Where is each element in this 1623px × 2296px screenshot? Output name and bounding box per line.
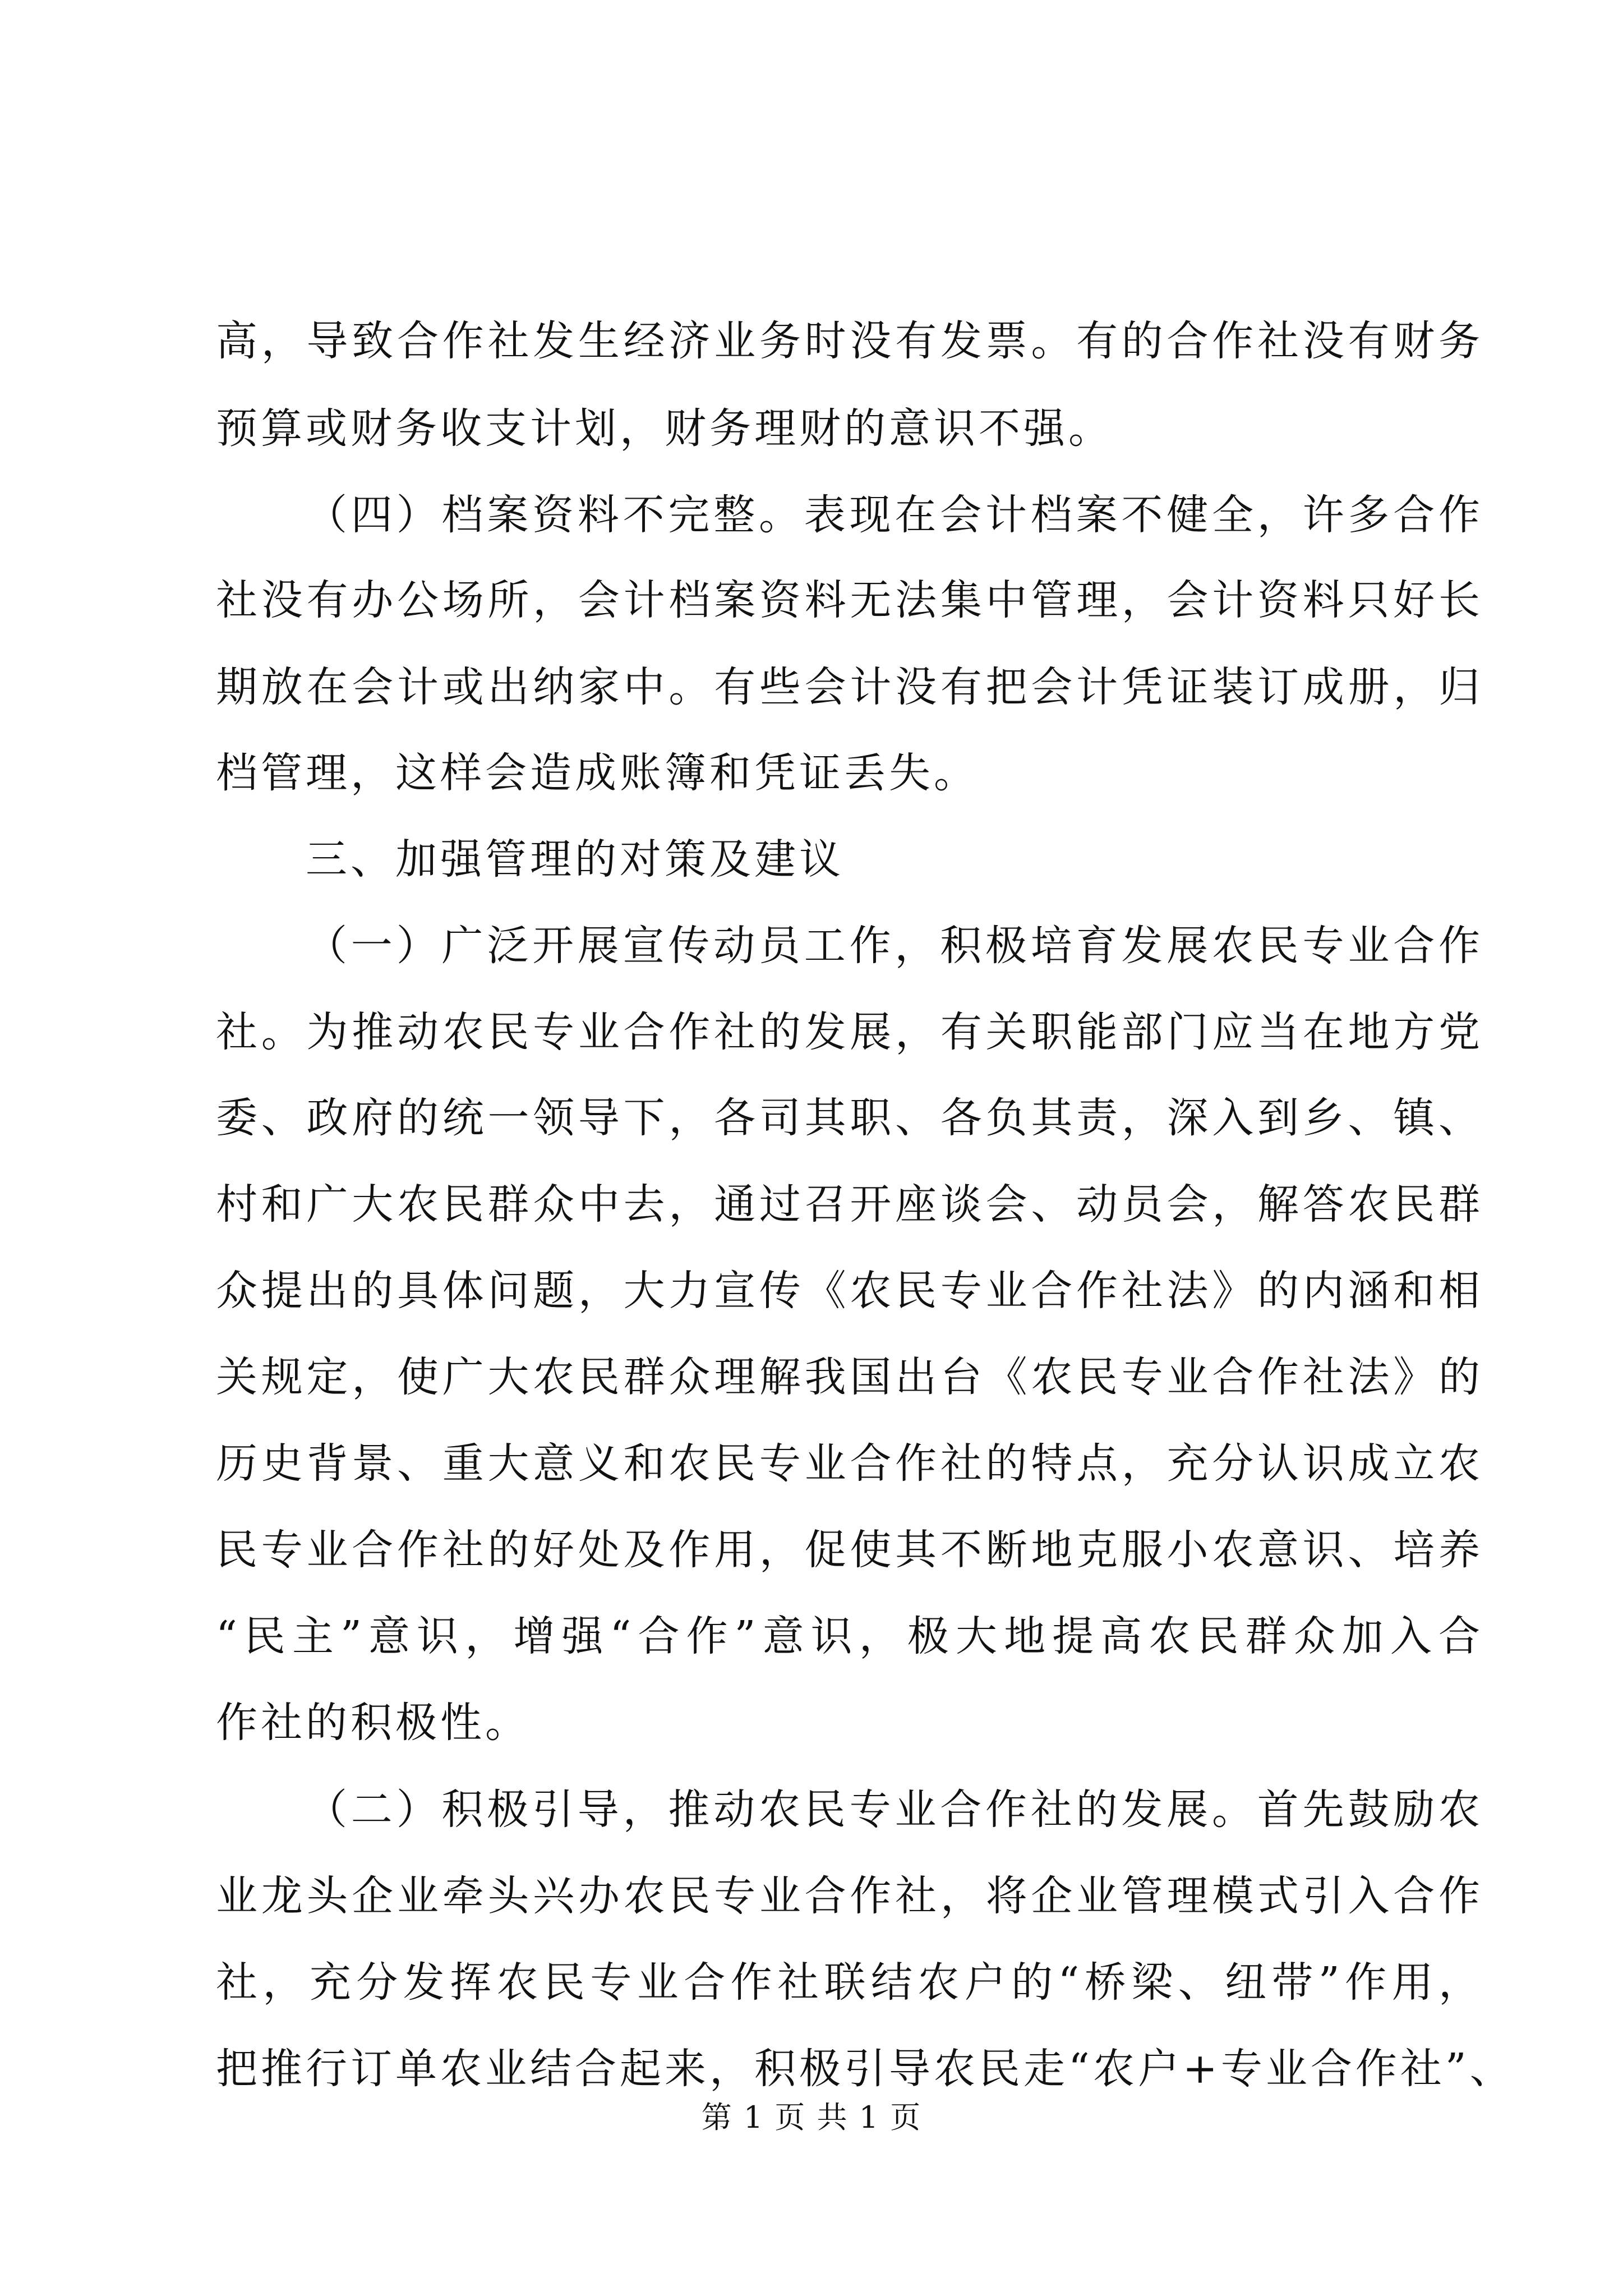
paragraph-start-line: （四）档案资料不完整。表现在会计档案不健全，许多合作: [306, 491, 1483, 539]
body-line: 业龙头企业牵头兴办农民专业合作社，将企业管理模式引入合作: [216, 1872, 1483, 1920]
body-line: 期放在会计或出纳家中。有些会计没有把会计凭证装订成册，归: [216, 663, 1483, 711]
body-line: 社，充分发挥农民专业合作社联结农户的“桥梁、纽带”作用，: [216, 1958, 1483, 2007]
body-line: 把推行订单农业结合起来，积极引导农民走“农户+专业合作社”、: [216, 2045, 1515, 2093]
section-heading: 三、加强管理的对策及建议: [306, 835, 844, 884]
body-line: 委、政府的统一领导下，各司其职、各负其责，深入到乡、镇、: [216, 1094, 1483, 1142]
body-line: 村和广大农民群众中去，通过召开座谈会、动员会，解答农民群: [216, 1180, 1483, 1228]
body-line: 社没有办公场所，会计档案资料无法集中管理，会计资料只好长: [216, 576, 1483, 624]
page-footer: 第 1 页 共 1 页: [701, 2100, 922, 2135]
paragraph-start-line: （二）积极引导，推动农民专业合作社的发展。首先鼓励农: [306, 1786, 1483, 1834]
body-line: 历史背景、重大意义和农民专业合作社的特点，充分认识成立农: [216, 1439, 1483, 1488]
body-line: 民专业合作社的好处及作用，促使其不断地克服小农意识、培养: [216, 1526, 1483, 1574]
body-line: “民主”意识，增强“合作”意识，极大地提高农民群众加入合: [216, 1612, 1483, 1660]
body-line: 关规定，使广大农民群众理解我国出台《农民专业合作社法》的: [216, 1353, 1483, 1401]
body-line: 社。为推动农民专业合作社的发展，有关职能部门应当在地方党: [216, 1008, 1483, 1056]
body-line: 作社的积极性。: [216, 1699, 530, 1747]
body-line: 档管理，这样会造成账簿和凭证丢失。: [216, 749, 979, 797]
paragraph-start-line: （一）广泛开展宣传动员工作，积极培育发展农民专业合作: [306, 922, 1483, 970]
body-line: 预算或财务收支计划，财务理财的意识不强。: [216, 404, 1113, 453]
body-line: 高，导致合作社发生经济业务时没有发票。有的合作社没有财务: [216, 317, 1483, 365]
body-line: 众提出的具体问题，大力宣传《农民专业合作社法》的内涵和相: [216, 1267, 1483, 1315]
